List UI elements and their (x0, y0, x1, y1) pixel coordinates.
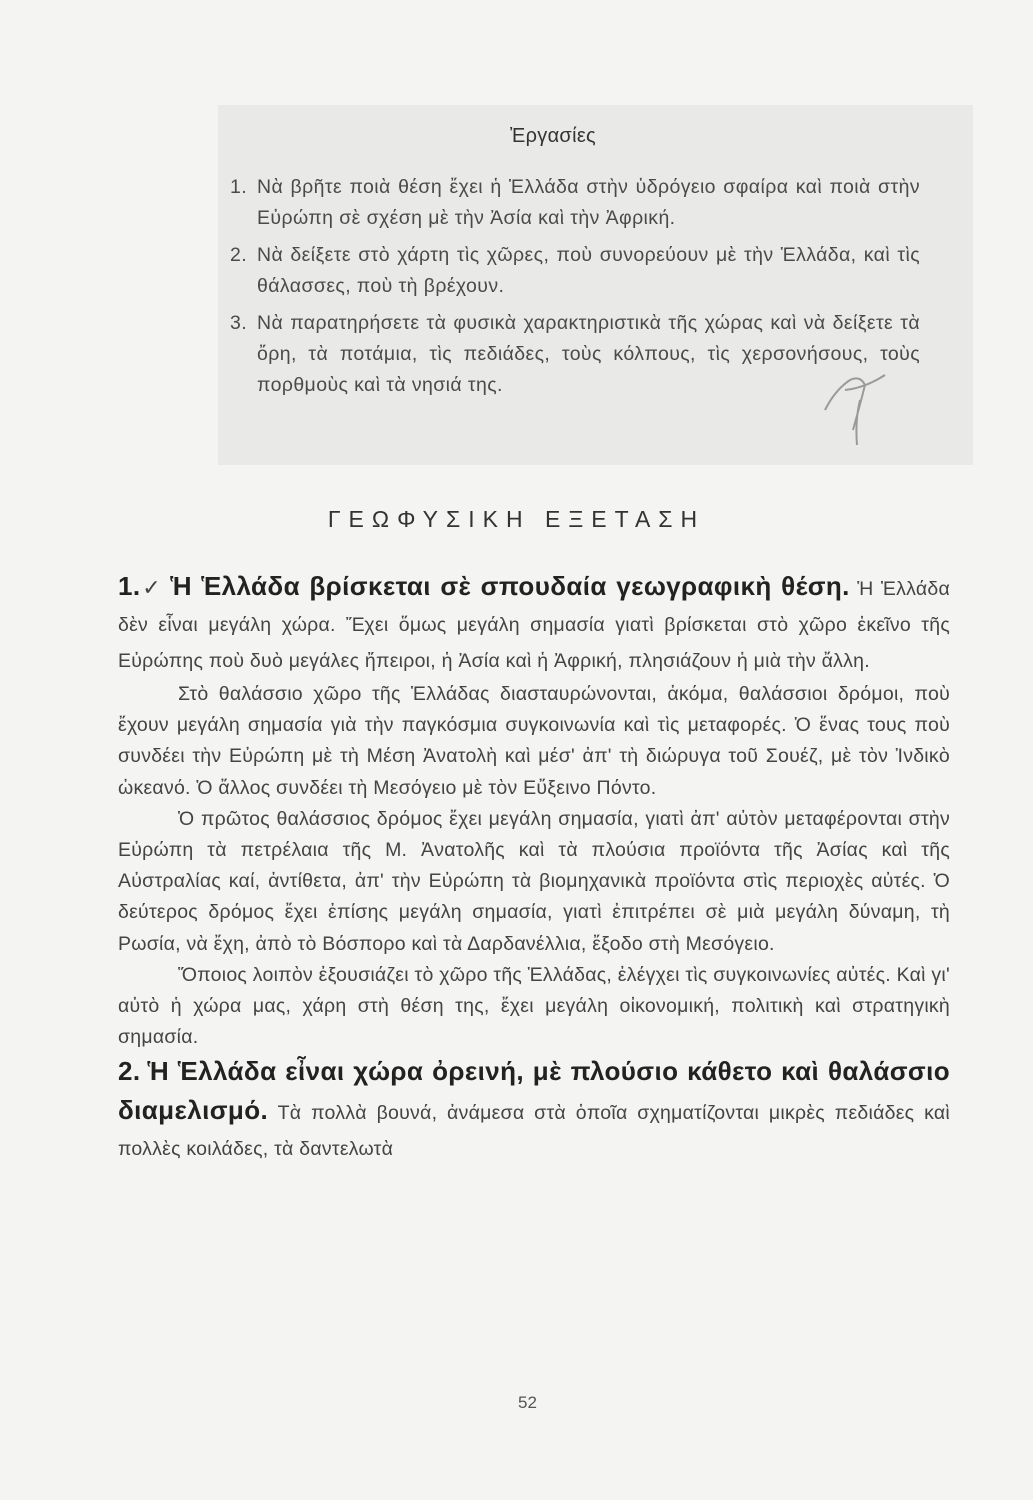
section-2-lead: Τὰ πολλὰ βουνά, ἀνάμεσα στὰ ὁποῖα σχηματίζονται μικρὲς πεδιάδες καὶ πολλὲς κοιλάδες, τὰ δαντελωτὰ (118, 1102, 950, 1161)
exercise-item (230, 172, 920, 234)
section-2-number: 2. (118, 1056, 141, 1087)
paragraph: Ὁ πρῶτος θαλάσσιος δρόμος ἔχει μεγάλη σημασία, γιατὶ ἀπ' αὐτὸν μεταφέρονται στὴν Εὐρώπη τὰ πετρέλαια τῆς Μ. Ἀνατολῆς καὶ τὰ πλούσια προϊόντα τῆς Ἀσίας καὶ τῆς Αὐστραλίας καί, ἀντίθετα, ἀπ' τὴν Εὐρώπη τὰ βιομηχανικὰ προϊόντα στὶς περιοχὲς αὐτές. Ὁ δεύτερος δρόμος ἔχει ἐπίσης μεγάλη σημασία, γιατὶ ἐπιτρέπει σὲ μιὰ μεγάλη δύναμη, τὴ Ρωσία, νὰ ἔχη, ἀπὸ τὸ Βόσπορο καὶ τὰ Δαρδανέλλια, ἔξοδο στὴ Μεσόγειο. (118, 807, 950, 955)
section-1-number: 1. (118, 571, 141, 601)
section-heading: ΓΕΩΦΥΣΙΚΗ ΕΞΕΤΑΣΗ (327, 506, 706, 532)
exercise-number: 2. (230, 244, 248, 266)
section-1-lead: Ἡ Ἑλλάδα δὲν εἶναι μεγάλη χώρα. Ἔχει ὅμως μεγάλη σημασία γιατὶ βρίσκεται στὸ χῶρο ἐκεῖνο τῆς Εὐρώπης ποὺ δυὸ μεγάλες ἤπειροι, ἡ Ἀσία καὶ ἡ Ἀφρική, πλησιάζουν ἡ μιὰ τὴν ἄλλη. (118, 578, 950, 672)
section-1-lead-paragraph (118, 568, 950, 679)
exercises-title: Ἐργασίες (510, 125, 596, 147)
exercise-text: Νὰ βρῆτε ποιὰ θέση ἔχει ἡ Ἑλλάδα στὴν ὑδρόγειο σφαίρα καὶ ποιὰ στὴν Εὐρώπη σὲ σχέση μὲ τὴν Ἀσία καὶ τὴν Ἀφρική. (257, 176, 920, 229)
exercise-text: Νὰ παρατηρήσετε τὰ φυσικὰ χαρακτηριστικὰ τῆς χώρας καὶ νὰ δείξετε τὰ ὄρη, τὰ ποτάμια, τὶς πεδιάδες, τοὺς κόλπους, τὶς χερσονήσους, τοὺς πορθμοὺς καὶ τὰ νησιά της. (257, 312, 920, 396)
exercise-number: 1. (230, 176, 248, 198)
check-mark: ✓ (140, 575, 163, 600)
paragraph: Ὅποιος λοιπὸν ἐξουσιάζει τὸ χῶρο τῆς Ἑλλάδας, ἐλέγχει τὶς συγκοινωνίες αὐτές. Καὶ γι' αὐτὸ ἡ χώρα μας, χάρη στὴ θέση της, ἔχει μεγάλη οἰκονομική, πολιτικὴ καὶ στρατηγικὴ σημασία. (118, 963, 950, 1049)
section-1-title: Ἡ Ἑλλάδα βρίσκεται σὲ σπουδαία γεωγραφικὴ θέση. (170, 571, 850, 601)
exercise-text: Νὰ δείξετε στὸ χάρτη τὶς χῶρες, ποὺ συνορεύουν μὲ τὴν Ἑλλάδα, καὶ τὶς θάλασσες, ποὺ τὴ βρέχουν. (257, 244, 920, 297)
main-text (118, 568, 950, 1167)
section-2-lead-paragraph (118, 1053, 950, 1167)
pen-scribble-mark (805, 360, 895, 450)
paragraph: Στὸ θαλάσσιο χῶρο τῆς Ἑλλάδας διασταυρώνονται, ἀκόμα, θαλάσσιοι δρόμοι, ποὺ ἔχουν μεγάλη σημασία γιὰ τὴν παγκόσμια συγκοινωνία καὶ τὶς μεταφορές. Ὁ ἕνας τους ποὺ συνδέει τὴν Εὐρώπη μὲ τὴ Μέση Ἀνατολὴ καὶ μέσ' ἀπ' τὴ διώρυγα τοῦ Σουέζ, μὲ τὸν Ἰνδικὸ ὠκεανό. Ὁ ἄλλος συνδέει τὴ Μεσόγειο μὲ τὸν Εὔξεινο Πόντο. (118, 683, 950, 799)
section-2-title: Ἡ Ἑλλάδα εἶναι χώρα ὀρεινή, μὲ πλούσιο κάθετο καὶ θαλάσσιο διαμελισμό. (118, 1056, 951, 1126)
page-number: 52 (518, 1393, 537, 1412)
exercise-item (230, 240, 920, 302)
exercise-number: 3. (230, 312, 248, 334)
